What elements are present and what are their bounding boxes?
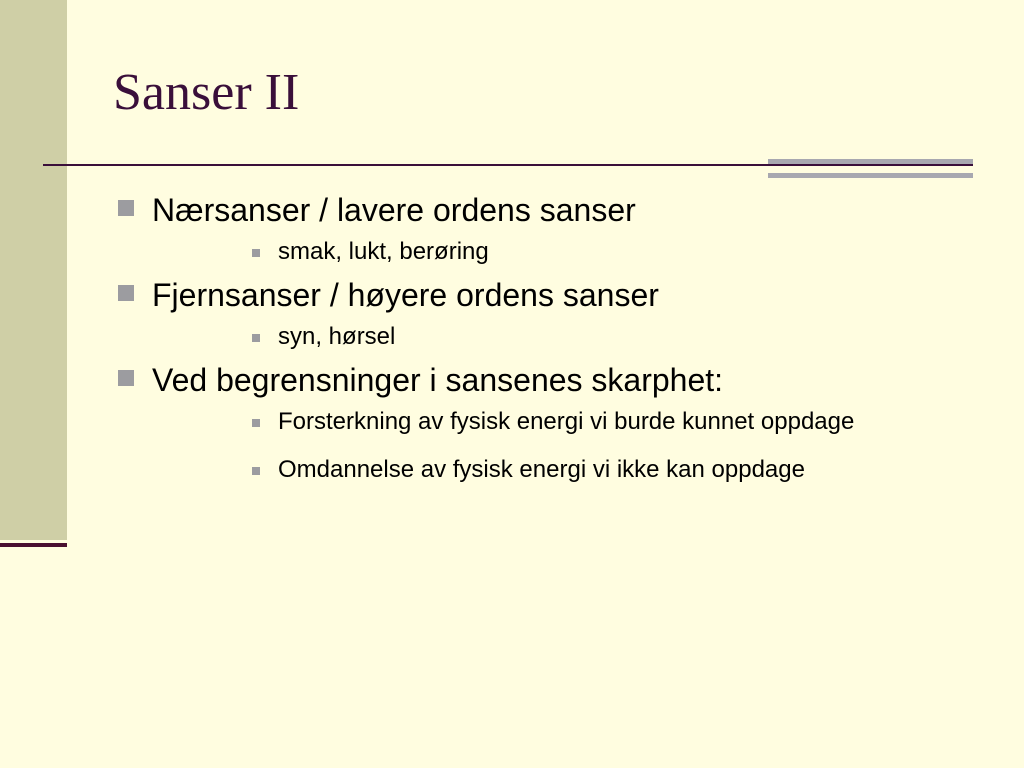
slide-title: Sanser II xyxy=(113,64,300,121)
sub-bullet-item xyxy=(242,323,996,350)
sub-bullet-item xyxy=(242,408,996,435)
sub-bullet-text: syn, hørsel xyxy=(278,323,396,350)
small-square-bullet-icon xyxy=(252,249,260,257)
sub-bullet-list xyxy=(152,323,996,350)
side-accent-line xyxy=(0,543,67,547)
sub-bullet-text: Forsterkning av fysisk energi vi burde kunnet oppdage xyxy=(278,408,855,435)
sub-bullet-list xyxy=(152,238,996,265)
small-square-bullet-icon xyxy=(252,467,260,475)
bullet-text: Fjernsanser / høyere ordens sanser xyxy=(152,277,659,313)
sub-bullet-item xyxy=(242,456,996,483)
square-bullet-icon xyxy=(118,285,134,301)
bullet-item xyxy=(116,358,996,483)
title-divider xyxy=(43,164,973,166)
bullet-item xyxy=(116,188,996,265)
bullet-item xyxy=(116,273,996,350)
square-bullet-icon xyxy=(118,370,134,386)
sub-bullet-text: Omdannelse av fysisk energi vi ikke kan oppdage xyxy=(278,456,805,483)
bullet-text: Ved begrensninger i sansenes skarphet: xyxy=(152,362,724,398)
slide-bullet-list xyxy=(116,188,996,491)
sub-bullet-list xyxy=(152,408,996,483)
square-bullet-icon xyxy=(118,200,134,216)
divider-accent-bar-top xyxy=(768,159,973,164)
side-decor-band xyxy=(0,0,67,540)
divider-accent-bar-bottom xyxy=(768,173,973,178)
sub-bullet-text: smak, lukt, berøring xyxy=(278,238,489,265)
sub-bullet-item xyxy=(242,238,996,265)
small-square-bullet-icon xyxy=(252,419,260,427)
small-square-bullet-icon xyxy=(252,334,260,342)
bullet-text: Nærsanser / lavere ordens sanser xyxy=(152,192,636,228)
